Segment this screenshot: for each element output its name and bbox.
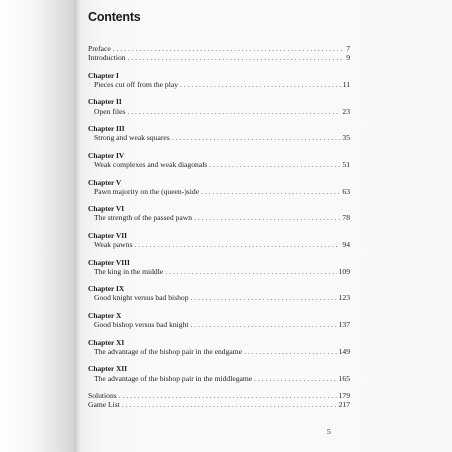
toc-page-number: 35 — [342, 133, 350, 143]
toc-entry-title: Solutions — [88, 390, 117, 400]
toc-entry-chapter-6[interactable] — [88, 213, 350, 222]
toc-chapter-3 — [88, 124, 350, 143]
chapter-label: Chapter I — [88, 70, 119, 80]
chapter-label: Chapter III — [88, 124, 125, 134]
toc-page-number: 109 — [338, 266, 350, 276]
toc-entry-solutions[interactable] — [88, 391, 350, 400]
toc-page-number: 179 — [338, 390, 350, 400]
toc-entry-chapter-7[interactable] — [88, 240, 350, 249]
toc-entry-title: Game List — [88, 400, 120, 410]
toc-entry-title: Weak complexes and weak diagonals — [94, 160, 208, 170]
toc-chapter-6 — [88, 204, 350, 223]
toc-entry-preface[interactable] — [88, 44, 350, 53]
chapter-label: Chapter VIII — [88, 257, 130, 267]
toc-entry-chapter-11[interactable] — [88, 347, 350, 356]
toc-entry-chapter-9[interactable] — [88, 293, 350, 302]
chapter-label: Chapter IX — [88, 284, 125, 294]
dot-leader — [209, 160, 340, 169]
page-title: Contents — [88, 10, 141, 24]
toc-page-number: 217 — [338, 400, 350, 410]
dot-leader — [122, 400, 337, 409]
toc-entry-chapter-12[interactable] — [88, 374, 350, 383]
chapter-label: Chapter VI — [88, 204, 125, 214]
toc-entry-title: Good knight versus bad bishop — [94, 293, 189, 303]
toc-entry-chapter-4[interactable] — [88, 160, 350, 169]
toc-entry-title: Pawn majority on the (queen-)side — [94, 186, 200, 196]
toc-entry-title: Preface — [88, 44, 111, 53]
chapter-label: Chapter IV — [88, 150, 125, 160]
dot-leader — [244, 347, 337, 356]
toc-chapter-11 — [88, 338, 350, 357]
dot-leader — [165, 267, 336, 276]
toc-chapter-12 — [88, 364, 350, 383]
chapter-label: Chapter XI — [88, 337, 125, 347]
toc-entry-chapter-8[interactable] — [88, 267, 350, 276]
toc-back-matter — [88, 391, 350, 410]
toc-page-number: 63 — [342, 186, 350, 196]
toc-page-number: 94 — [342, 240, 350, 250]
toc-entry-title: Good bishop versus bad knight — [94, 320, 189, 330]
dot-leader — [201, 187, 340, 196]
table-of-contents — [88, 44, 350, 409]
toc-chapter-5 — [88, 178, 350, 197]
dot-leader — [194, 213, 340, 222]
dot-leader — [134, 240, 340, 249]
dot-leader — [127, 107, 340, 116]
toc-page-number: 78 — [342, 213, 350, 223]
toc-entry-chapter-2[interactable] — [88, 107, 350, 116]
toc-chapter-4 — [88, 151, 350, 170]
dot-leader — [180, 80, 341, 89]
toc-entry-chapter-5[interactable] — [88, 187, 350, 196]
toc-entry-title: Weak pawns — [94, 240, 133, 250]
toc-page-number: 51 — [342, 160, 350, 170]
dot-leader — [191, 320, 337, 329]
dot-leader — [254, 374, 336, 383]
toc-entry-title: The advantage of the bishop pair in the middlegame — [94, 373, 253, 383]
toc-entry-introduction[interactable] — [88, 53, 350, 62]
toc-entry-title: Strong and weak squares — [94, 133, 170, 143]
toc-chapter-9 — [88, 284, 350, 303]
toc-chapter-7 — [88, 231, 350, 250]
toc-chapter-2 — [88, 97, 350, 116]
toc-entry-title: Open files — [94, 106, 126, 116]
toc-entry-title: The king in the middle — [94, 266, 164, 276]
left-page-edge — [0, 0, 78, 452]
toc-entry-title: The strength of the passed pawn — [94, 213, 193, 223]
toc-chapter-10 — [88, 311, 350, 330]
toc-page-number: 23 — [342, 106, 350, 116]
toc-entry-title: The advantage of the bishop pair in the endgame — [94, 346, 243, 356]
toc-entry-chapter-10[interactable] — [88, 320, 350, 329]
toc-chapter-1 — [88, 71, 350, 90]
toc-page-number: 7 — [346, 44, 350, 53]
chapter-label: Chapter XII — [88, 364, 128, 374]
toc-entry-chapter-1[interactable] — [88, 80, 350, 89]
toc-entry-title: Pieces cut off from the play — [94, 79, 178, 89]
chapter-label: Chapter X — [88, 310, 122, 320]
toc-page-number: 9 — [346, 53, 350, 63]
page-number-folio: 5 — [327, 427, 331, 436]
dot-leader — [191, 293, 337, 302]
toc-page-number: 11 — [342, 79, 350, 89]
toc-page-number: 149 — [338, 346, 350, 356]
chapter-label: Chapter V — [88, 177, 122, 187]
dot-leader — [172, 133, 341, 142]
toc-page-number: 137 — [338, 320, 350, 330]
chapter-label: Chapter VII — [88, 230, 127, 240]
toc-entry-chapter-3[interactable] — [88, 133, 350, 142]
toc-entry-game-list[interactable] — [88, 400, 350, 409]
toc-chapter-8 — [88, 258, 350, 277]
dot-leader — [119, 391, 337, 400]
toc-page-number: 123 — [338, 293, 350, 303]
dot-leader — [128, 53, 345, 62]
toc-page-number: 165 — [338, 373, 350, 383]
dot-leader — [113, 44, 344, 53]
chapter-label: Chapter II — [88, 97, 122, 107]
toc-entry-title: Introduction — [88, 53, 126, 63]
